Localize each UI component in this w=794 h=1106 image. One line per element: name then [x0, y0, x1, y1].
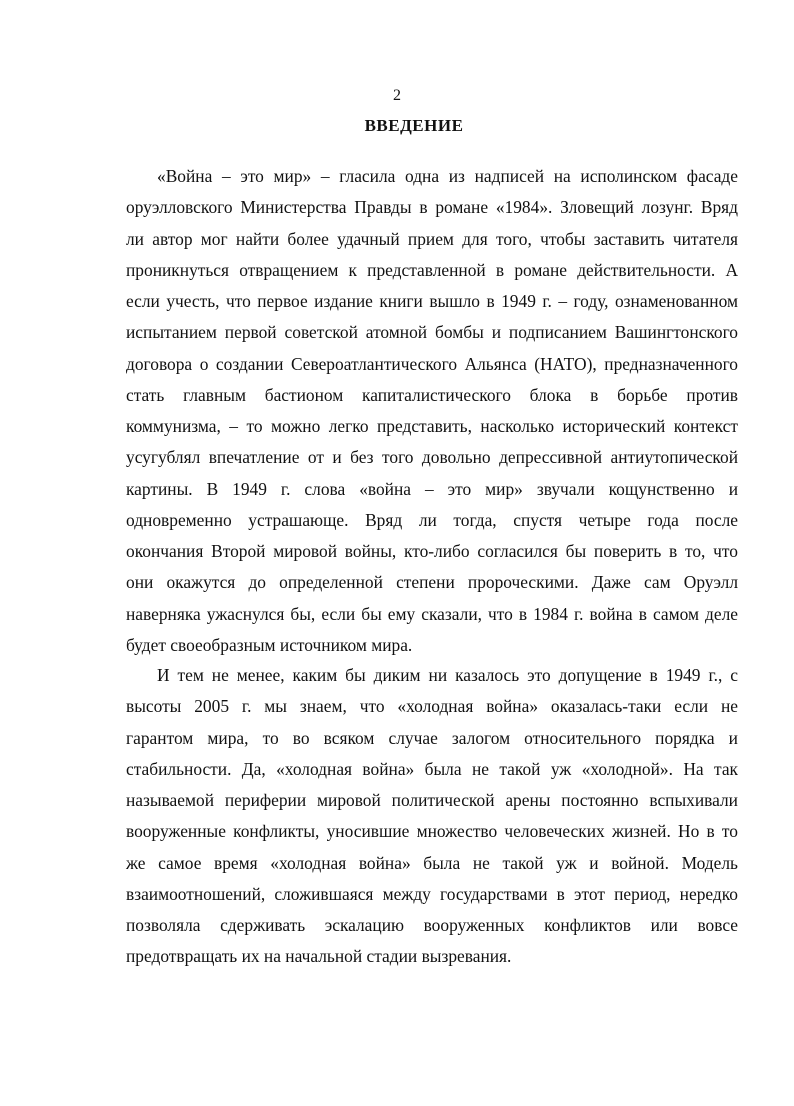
- paragraph-line: коммунизма, – то можно легко представить, насколько исторический контекст: [126, 416, 738, 436]
- paragraph-line: проникнуться отвращением к представленной в романе действительности. А: [126, 259, 738, 280]
- paragraph-line: они окажутся до определенной степени пророческими. Даже сам Оруэлл: [126, 572, 738, 593]
- paragraph-2: [126, 660, 738, 973]
- paragraph-line: позволяла сдерживать эскалацию вооруженных конфликтов или вовсе: [126, 915, 738, 935]
- paragraph-line: вооруженные конфликты, уносившие множество человеческих жизней. Но в то: [126, 821, 738, 842]
- paragraph-line: оруэлловского Министерства Правды в романе «1984». Зловещий лозунг. Вряд: [126, 197, 738, 218]
- paragraph-line: называемой периферии мировой политической арены постоянно вспыхивали: [126, 790, 738, 810]
- paragraph-line: договора о создании Североатлантического Альянса (НАТО), предназначенного: [126, 353, 738, 374]
- paragraph-line: картины. В 1949 г. слова «война – это мир» звучали кощунственно и: [126, 478, 738, 499]
- paragraph-line: И тем не менее, каким бы диким ни казалось это допущение в 1949 г., с: [157, 665, 738, 685]
- paragraph-line: высоты 2005 г. мы знаем, что «холодная война» оказалась-таки если не: [126, 696, 738, 717]
- section-heading: ВВЕДЕНИЕ: [364, 116, 464, 135]
- paragraph-line: стабильности. Да, «холодная война» была не такой уж «холодной». На так: [126, 758, 738, 779]
- paragraph-line: «Война – это мир» – гласила одна из надписей на исполинском фасаде: [157, 166, 738, 186]
- paragraph-line: будет своеобразным источником мира.: [126, 634, 413, 655]
- paragraph-line: предотвращать их на начальной стадии вызревания.: [126, 946, 512, 967]
- paragraph-line: если учесть, что первое издание книги вышло в 1949 г. – году, ознаменованном: [126, 291, 738, 311]
- paragraph-line: же самое время «холодная война» была не такой уж и войной. Модель: [126, 852, 738, 873]
- paragraph-line: взаимоотношений, сложившаяся между государствами в этот период, нередко: [126, 883, 738, 904]
- paragraph-1: [126, 161, 738, 661]
- paragraph-line: ли автор мог найти более удачный прием для того, чтобы заставить читателя: [126, 228, 738, 249]
- paragraph-line: окончания Второй мировой войны, кто-либо согласился бы поверить в то, что: [126, 541, 738, 561]
- paragraph-line: наверняка ужаснулся бы, если бы ему сказали, что в 1984 г. война в самом деле: [126, 603, 738, 624]
- paragraph-line: одновременно устрашающе. Вряд ли тогда, спустя четыре года после: [126, 509, 738, 530]
- paragraph-line: гарантом мира, то во всяком случае залогом относительного порядка и: [126, 727, 738, 748]
- page-number: 2: [393, 87, 401, 104]
- paragraph-line: усугублял впечатление от и без того довольно депрессивной антиутопической: [126, 447, 738, 468]
- paragraph-line: испытанием первой советской атомной бомбы и подписанием Вашингтонского: [126, 322, 738, 343]
- paragraph-line: стать главным бастионом капиталистического блока в борьбе против: [126, 384, 738, 405]
